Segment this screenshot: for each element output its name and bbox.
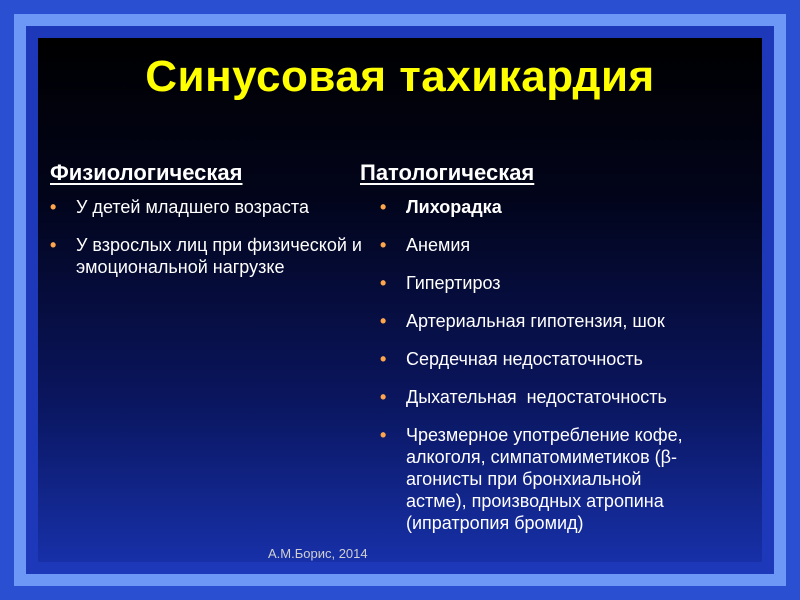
list-item xyxy=(48,196,316,218)
list-item xyxy=(378,386,758,408)
list-item xyxy=(378,234,758,256)
bullet-icon: • xyxy=(380,197,387,217)
list-item-text: Дыхательная недостаточность xyxy=(406,387,667,407)
bullet-icon: • xyxy=(380,273,387,293)
list-item-text: У взрослых лиц при физической и эмоциональной нагрузке xyxy=(76,235,362,277)
bullet-icon: • xyxy=(380,387,387,407)
bullet-icon: • xyxy=(380,349,387,369)
bullet-icon: • xyxy=(50,197,57,217)
list-item-text: Лихорадка xyxy=(406,197,502,217)
slide-title: Синусовая тахикардия xyxy=(145,52,655,101)
pathological-list xyxy=(378,196,758,550)
list-item xyxy=(48,234,376,278)
list-item-text: Сердечная недостаточность xyxy=(406,349,643,369)
list-item xyxy=(378,310,758,332)
list-item xyxy=(378,424,706,534)
list-item-text: Чрезмерное употребление кофе, алкоголя, симпатомиметиков (β-агонисты при бронхиальной астме), производных атропина (ипратропия бромид) xyxy=(406,425,683,533)
bullet-icon: • xyxy=(50,235,57,255)
slide xyxy=(38,38,762,562)
list-item xyxy=(378,272,758,294)
list-item-text: Гипертироз xyxy=(406,273,501,293)
physiological-heading: Физиологическая xyxy=(50,160,243,185)
list-item xyxy=(378,196,758,218)
list-item-text: Артериальная гипотензия, шок xyxy=(406,311,665,331)
physiological-list xyxy=(48,196,362,294)
pathological-heading: Патологическая xyxy=(360,160,535,185)
footer-credit: А.М.Борис, 2014 xyxy=(268,546,368,561)
list-item-text: Анемия xyxy=(406,235,471,255)
list-item xyxy=(378,348,758,370)
bullet-icon: • xyxy=(380,425,387,445)
bullet-icon: • xyxy=(380,235,387,255)
bullet-icon: • xyxy=(380,311,387,331)
list-item-text: У детей младшего возраста xyxy=(76,197,309,217)
